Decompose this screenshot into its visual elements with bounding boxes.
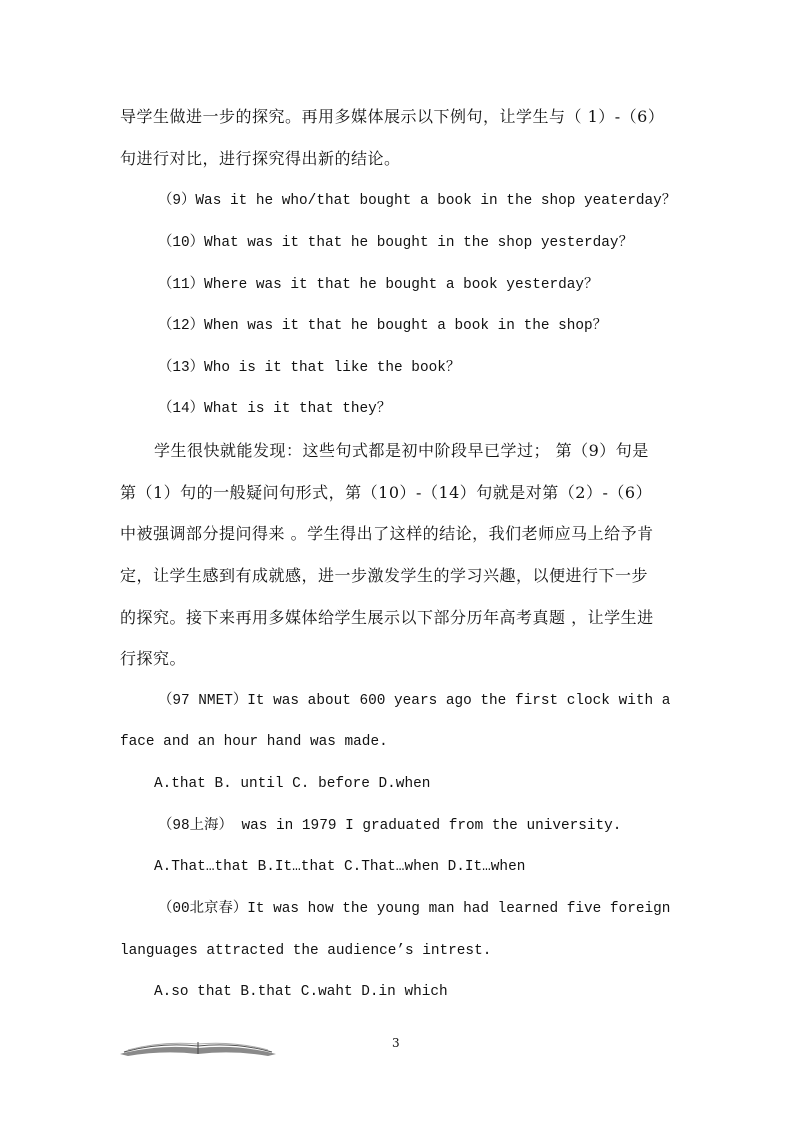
text-line: 学生很快就能发现：这些句式都是初中阶段早已学过； 第（9）句是 <box>154 441 649 460</box>
page-number: 3 <box>392 1036 400 1050</box>
text-line: 行探究。 <box>120 649 187 668</box>
example-sentence: （10）What was it that he bought in the shop yesterday？ <box>158 235 633 251</box>
example-sentence: （14）What is it that they？ <box>158 401 392 417</box>
text-line: 第（1）句的一般疑问句形式，第（10）-（14）句就是对第（2）-（6） <box>120 483 653 502</box>
answer-options: A.so that B.that C.waht D.in which <box>154 984 448 1000</box>
open-book-icon <box>118 1036 278 1062</box>
answer-options: A.That…that B.It…that C.That…when D.It…when <box>154 859 526 875</box>
exam-question: （98上海） was in 1979 I graduated from the university. <box>158 818 622 834</box>
exam-question: face and an hour hand was made. <box>120 734 388 750</box>
answer-options: A.that B. until C. before D.when <box>154 776 431 792</box>
text-line: 的探究。接下来再用多媒体给学生展示以下部分历年高考真题 ，让学生进 <box>120 608 654 627</box>
text-line: 中被强调部分提问得来 。学生得出了这样的结论，我们老师应马上给予肯 <box>120 524 654 543</box>
example-sentence: （9）Was it he who/that bought a book in the shop yeaterday？ <box>158 193 677 209</box>
text-line: 句进行对比，进行探究得出新的结论。 <box>120 149 401 168</box>
exam-question: （00北京春）It was how the young man had learned five foreign <box>158 901 671 917</box>
text-line: 导学生做进一步的探究。再用多媒体展示以下例句，让学生与（ 1）-（6） <box>120 107 665 126</box>
exam-question: （97 NMET）It was about 600 years ago the first clock with a <box>158 693 671 709</box>
exam-question: languages attracted the audience’s intrest. <box>120 943 492 959</box>
example-sentence: （13）Who is it that like the book？ <box>158 360 461 376</box>
example-sentence: （12）When was it that he bought a book in the shop？ <box>158 318 608 334</box>
text-line: 定，让学生感到有成就感，进一步激发学生的学习兴趣，以便进行下一步 <box>120 566 649 585</box>
example-sentence: （11）Where was it that he bought a book yesterday？ <box>158 277 599 293</box>
